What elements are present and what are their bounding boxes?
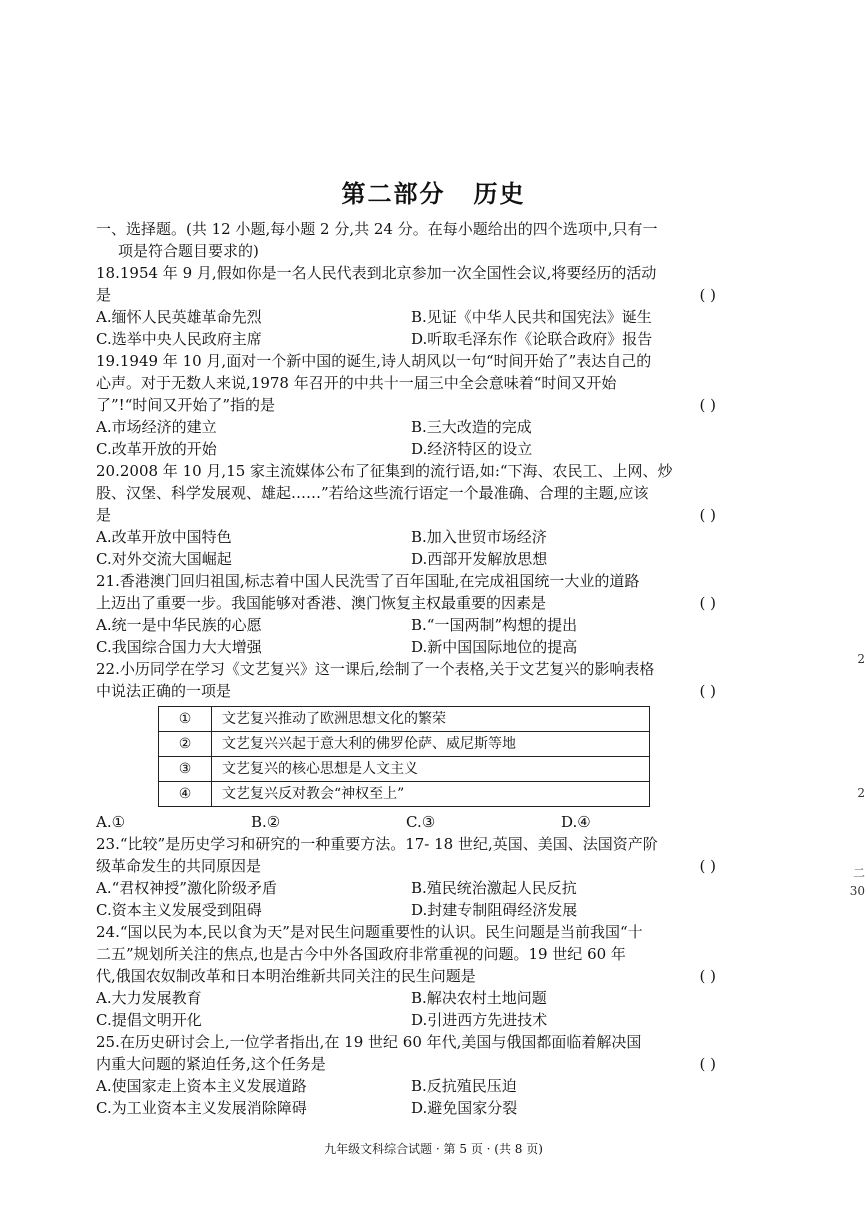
section-heading: 一、选择题。(共 12 小题,每小题 2 分,共 24 分。在每小题给出的四个选项中,只有一 项是符合题目要求的)	[96, 220, 658, 260]
answer-blank[interactable]: ( )	[699, 857, 716, 875]
question-stem	[96, 570, 716, 614]
answer-option[interactable]: B.三大改造的完成	[411, 418, 532, 436]
table-row-number: ③	[159, 757, 212, 782]
question-area	[96, 218, 716, 1119]
option-list	[96, 877, 716, 921]
option-list	[96, 526, 716, 570]
answer-option[interactable]: A.统一是中华民族的心愿	[96, 616, 262, 634]
table-row	[159, 757, 650, 782]
question-item	[96, 570, 716, 658]
question-item	[96, 1031, 716, 1119]
question-text-line: 是	[96, 286, 112, 304]
question-text-line: 24.“国以民为本,民以食为天”是对民生问题重要性的认识。民生问题是当前我国“十	[96, 923, 643, 941]
answer-option[interactable]: D.避免国家分裂	[411, 1099, 518, 1117]
question-stem	[96, 921, 716, 987]
question-text-line: 代,俄国农奴制改革和日本明治维新共同关注的民生问题是	[96, 967, 476, 985]
question-text-line: 股、汉堡、科学发展观、雄起……”若给这些流行语定一个最准确、合理的主题,应该	[96, 484, 649, 502]
option-list	[96, 306, 716, 350]
question-item	[96, 658, 716, 833]
question-text-line: 25.在历史研讨会上,一位学者指出,在 19 世纪 60 年代,美国与俄国都面临着解决国	[96, 1033, 642, 1051]
option-list	[96, 811, 716, 833]
question-text-line: 19.1949 年 10 月,面对一个新中国的诞生,诗人胡风以一句“时间开始了”表达自己的	[96, 352, 652, 370]
table-row-text: 文艺复兴推动了欧洲思想文化的繁荣	[212, 707, 650, 732]
answer-option[interactable]: A.市场经济的建立	[96, 418, 217, 436]
answer-option[interactable]: A.①	[96, 813, 126, 831]
answer-blank[interactable]: ( )	[699, 396, 716, 414]
question-stem	[96, 262, 716, 306]
page-footer: 九年级文科综合试题 · 第 5 页 · (共 8 页)	[324, 1142, 543, 1156]
answer-option[interactable]: C.提倡文明开化	[96, 1011, 202, 1029]
table-row	[159, 707, 650, 732]
answer-option[interactable]: C.为工业资本主义发展消除障碍	[96, 1099, 307, 1117]
answer-option[interactable]: A.大力发展教育	[96, 989, 202, 1007]
edge-mark: 30	[849, 884, 865, 898]
table-row-text: 文艺复兴兴起于意大利的佛罗伦萨、威尼斯等地	[212, 732, 650, 757]
answer-option[interactable]: B.“一国两制”构想的提出	[411, 616, 578, 634]
edge-mark: 2	[857, 652, 865, 666]
question-text-line: 上迈出了重要一步。我国能够对香港、澳门恢复主权最重要的因素是	[96, 594, 547, 612]
answer-blank[interactable]: ( )	[699, 594, 716, 612]
answer-blank[interactable]: ( )	[699, 967, 716, 985]
question-stem	[96, 658, 716, 702]
question-text-line: 了”!“时间又开始了”指的是	[96, 396, 276, 414]
option-list	[96, 987, 716, 1031]
question-text-line: 二五”规划所关注的焦点,也是古今中外各国政府非常重视的问题。19 世纪 60 年	[96, 945, 626, 963]
question-item	[96, 833, 716, 921]
question-text-line: 心声。对于无数人来说,1978 年召开的中共十一届三中全会意味着“时间又开始	[96, 374, 617, 392]
option-list	[96, 1075, 716, 1119]
answer-option[interactable]: D.封建专制阻碍经济发展	[411, 901, 578, 919]
option-list	[96, 614, 716, 658]
answer-option[interactable]: B.②	[251, 813, 281, 831]
renaissance-table	[158, 706, 650, 807]
question-text-line: 21.香港澳门回归祖国,标志着中国人民洗雪了百年国耻,在完成祖国统一大业的道路	[96, 572, 640, 590]
answer-option[interactable]: B.反抗殖民压迫	[411, 1077, 517, 1095]
question-text-line: 18.1954 年 9 月,假如你是一名人民代表到北京参加一次全国性会议,将要经历的活动	[96, 264, 657, 282]
question-text-line: 20.2008 年 10 月,15 家主流媒体公布了征集到的流行语,如:“下海、农民工、上网、炒	[96, 462, 673, 480]
answer-option[interactable]: D.经济特区的设立	[411, 440, 533, 458]
answer-option[interactable]: D.西部开发解放思想	[411, 550, 548, 568]
question-stem	[96, 833, 716, 877]
option-list	[96, 416, 716, 460]
title-subject: 历史	[473, 180, 526, 208]
answer-blank[interactable]: ( )	[699, 506, 716, 524]
question-item	[96, 262, 716, 350]
question-item	[96, 350, 716, 460]
answer-option[interactable]: C.我国综合国力大大增强	[96, 638, 262, 656]
question-stem	[96, 350, 716, 416]
answer-option[interactable]: D.听取毛泽东作《论联合政府》报告	[411, 330, 653, 348]
question-text-line: 中说法正确的一项是	[96, 682, 232, 700]
edge-mark: 2	[857, 786, 865, 800]
table-row	[159, 732, 650, 757]
answer-option[interactable]: A.“君权神授”激化阶级矛盾	[96, 879, 277, 897]
answer-option[interactable]: B.见证《中华人民共和国宪法》诞生	[411, 308, 652, 326]
table-row	[159, 782, 650, 807]
answer-option[interactable]: A.改革开放中国特色	[96, 528, 232, 546]
question-stem	[96, 460, 716, 526]
table-row-number: ①	[159, 707, 212, 732]
question-text-line: 内重大问题的紧迫任务,这个任务是	[96, 1055, 326, 1073]
answer-option[interactable]: B.解决农村土地问题	[411, 989, 547, 1007]
question-text-line: 22.小历同学在学习《文艺复兴》这一课后,绘制了一个表格,关于文艺复兴的影响表格	[96, 660, 655, 678]
answer-option[interactable]: B.加入世贸市场经济	[411, 528, 547, 546]
question-text-line: 是	[96, 506, 112, 524]
answer-option[interactable]: A.使国家走上资本主义发展道路	[96, 1077, 307, 1095]
answer-option[interactable]: C.改革开放的开始	[96, 440, 217, 458]
answer-option[interactable]: D.新中国国际地位的提高	[411, 638, 578, 656]
answer-option[interactable]: C.对外交流大国崛起	[96, 550, 232, 568]
answer-blank[interactable]: ( )	[699, 286, 716, 304]
answer-option[interactable]: D.引进西方先进技术	[411, 1011, 548, 1029]
answer-blank[interactable]: ( )	[699, 682, 716, 700]
answer-option[interactable]: C.资本主义发展受到阻碍	[96, 901, 262, 919]
edge-mark: 二	[852, 866, 865, 880]
question-text-line: 级革命发生的共同原因是	[96, 857, 262, 875]
table-row-text: 文艺复兴的核心思想是人文主义	[212, 757, 650, 782]
answer-blank[interactable]: ( )	[699, 1055, 716, 1073]
answer-option[interactable]: C.选举中央人民政府主席	[96, 330, 262, 348]
question-item	[96, 921, 716, 1031]
answer-option[interactable]: A.缅怀人民英雄革命先烈	[96, 308, 262, 326]
answer-option[interactable]: D.④	[561, 813, 591, 831]
question-item	[96, 460, 716, 570]
table-row-text: 文艺复兴反对教会“神权至上”	[212, 782, 650, 807]
table-row-number: ②	[159, 732, 212, 757]
page-title	[0, 174, 867, 209]
answer-option[interactable]: C.③	[406, 813, 436, 831]
title-part: 第二部分	[341, 180, 446, 208]
answer-option[interactable]: B.殖民统治激起人民反抗	[411, 879, 577, 897]
question-stem	[96, 1031, 716, 1075]
table-row-number: ④	[159, 782, 212, 807]
question-text-line: 23.“比较”是历史学习和研究的一种重要方法。17- 18 世纪,英国、美国、法国资产阶	[96, 835, 658, 853]
